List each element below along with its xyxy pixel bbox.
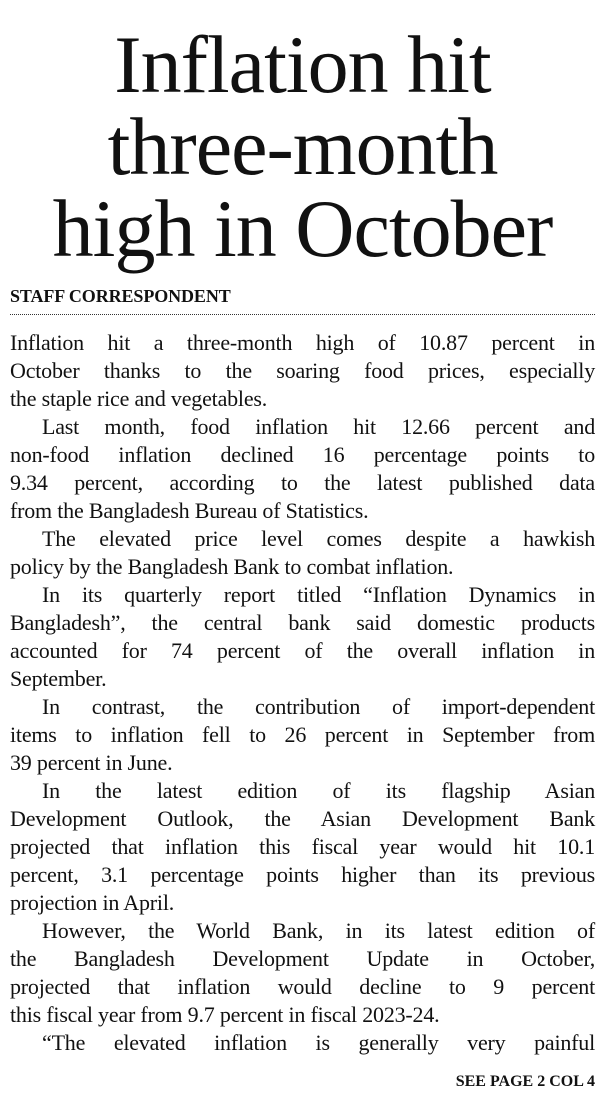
body-line: the Bangladesh Development Update in October, bbox=[10, 946, 595, 971]
body-line: from the Bangladesh Bureau of Statistics. bbox=[10, 498, 369, 523]
body-line: projected that inflation this fiscal year would hit 10.1 bbox=[10, 834, 595, 859]
body-line: items to inflation fell to 26 percent in September from bbox=[10, 722, 595, 747]
body-line: this fiscal year from 9.7 percent in fiscal 2023-24. bbox=[10, 1002, 440, 1027]
body-line: “The elevated inflation is generally very painful bbox=[42, 1030, 595, 1055]
headline-line: Inflation hit bbox=[114, 19, 491, 110]
body-line: policy by the Bangladesh Bank to combat inflation. bbox=[10, 554, 454, 579]
body-line: Inflation hit a three-month high of 10.87 percent in bbox=[10, 330, 595, 355]
news-article bbox=[10, 0, 595, 1107]
headline-line: three-month bbox=[107, 101, 498, 192]
body-line: Bangladesh”, the central bank said domestic products bbox=[10, 610, 595, 635]
continuation-link[interactable]: SEE PAGE 2 COL 4 bbox=[455, 1073, 595, 1090]
headline bbox=[10, 0, 595, 274]
body-line: In contrast, the contribution of import-dependent bbox=[42, 694, 595, 719]
body-line: October thanks to the soaring food prices, especially bbox=[10, 358, 595, 383]
dotted-divider bbox=[10, 314, 595, 315]
byline: STAFF CORRESPONDENT bbox=[10, 286, 231, 306]
body-line: projected that inflation would decline to 9 percent bbox=[10, 974, 595, 999]
body-line: the staple rice and vegetables. bbox=[10, 386, 268, 411]
body-line: 39 percent in June. bbox=[10, 750, 173, 775]
body-line: In the latest edition of its flagship Asian bbox=[42, 778, 595, 803]
body-line: accounted for 74 percent of the overall inflation in bbox=[10, 638, 595, 663]
body-line: Development Outlook, the Asian Development Bank bbox=[10, 806, 595, 831]
body-line: Last month, food inflation hit 12.66 percent and bbox=[42, 414, 595, 439]
body-line: In its quarterly report titled “Inflation Dynamics in bbox=[42, 582, 595, 607]
body-line: 9.34 percent, according to the latest published data bbox=[10, 470, 595, 495]
body-line: September. bbox=[10, 666, 107, 691]
body-line: However, the World Bank, in its latest edition of bbox=[42, 918, 595, 943]
article-body bbox=[10, 329, 595, 1057]
body-line: non-food inflation declined 16 percentage points to bbox=[10, 442, 595, 467]
body-line: The elevated price level comes despite a hawkish bbox=[42, 526, 595, 551]
body-line: projection in April. bbox=[10, 890, 175, 915]
headline-line: high in October bbox=[52, 183, 553, 274]
body-line: percent, 3.1 percentage points higher than its previous bbox=[10, 862, 595, 887]
